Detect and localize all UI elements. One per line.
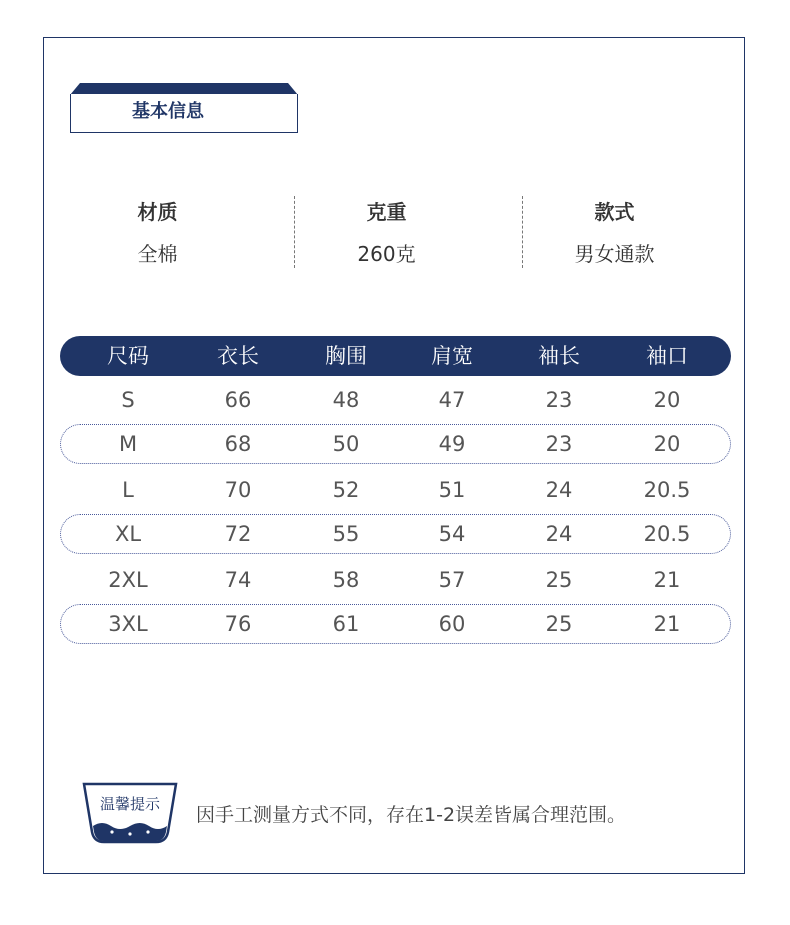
tip-badge <box>80 782 180 844</box>
table-cell: 3XL <box>108 612 148 636</box>
table-cell: 23 <box>545 388 573 412</box>
header-cell: 衣长 <box>217 344 259 368</box>
table-cell: 61 <box>332 612 360 636</box>
table-cell: M <box>118 432 138 456</box>
table-cell: 74 <box>224 568 252 592</box>
table-row <box>60 470 731 510</box>
header-cell: 袖长 <box>538 344 580 368</box>
section-header <box>70 83 298 133</box>
header-cell: 袖口 <box>646 344 688 368</box>
table-cell: S <box>121 388 135 412</box>
table-cell: 50 <box>332 432 360 456</box>
table-cell: 49 <box>438 432 466 456</box>
info-weight-value: 260克 <box>357 242 416 266</box>
table-row <box>60 560 731 600</box>
table-cell: 20.5 <box>643 522 691 546</box>
info-weight-title: 克重 <box>366 200 407 224</box>
info-material-title: 材质 <box>137 200 178 224</box>
table-cell: 2XL <box>108 568 148 592</box>
info-weight <box>272 195 501 267</box>
table-cell: 70 <box>224 478 252 502</box>
table-cell: 25 <box>545 612 573 636</box>
table-cell: 76 <box>224 612 252 636</box>
table-cell: 55 <box>332 522 360 546</box>
table-cell: 21 <box>653 568 681 592</box>
tip-badge-label: 温馨提示 <box>99 795 160 813</box>
table-cell: 51 <box>438 478 466 502</box>
table-row <box>60 604 731 644</box>
info-material <box>43 195 272 267</box>
info-style-title: 款式 <box>594 200 635 224</box>
header-cell: 尺码 <box>107 344 149 368</box>
table-cell: XL <box>114 522 142 546</box>
table-cell: 24 <box>545 478 573 502</box>
table-row <box>60 514 731 554</box>
tip-text: 因手工测量方式不同，存在1-2误差皆属合理范围。 <box>196 804 627 826</box>
table-cell: 48 <box>332 388 360 412</box>
table-cell: L <box>122 478 134 502</box>
table-cell: 52 <box>332 478 360 502</box>
header-cell: 肩宽 <box>431 344 473 368</box>
table-row <box>60 424 731 464</box>
table-row <box>60 380 731 420</box>
table-cell: 47 <box>438 388 466 412</box>
table-cell: 20.5 <box>643 478 691 502</box>
table-cell: 60 <box>438 612 466 636</box>
info-style-value: 男女通款 <box>574 242 655 266</box>
size-table-header <box>60 336 731 376</box>
table-cell: 68 <box>224 432 252 456</box>
table-cell: 58 <box>332 568 360 592</box>
table-cell: 66 <box>224 388 252 412</box>
section-title: 基本信息 <box>132 101 204 122</box>
table-cell: 21 <box>653 612 681 636</box>
info-material-value: 全棉 <box>137 242 178 266</box>
table-cell: 57 <box>438 568 466 592</box>
table-cell: 23 <box>545 432 573 456</box>
table-cell: 20 <box>653 432 681 456</box>
table-cell: 24 <box>545 522 573 546</box>
table-cell: 25 <box>545 568 573 592</box>
table-cell: 72 <box>224 522 252 546</box>
table-cell: 54 <box>438 522 466 546</box>
table-cell: 20 <box>653 388 681 412</box>
header-cell: 胸围 <box>325 344 367 368</box>
info-style <box>500 195 729 267</box>
